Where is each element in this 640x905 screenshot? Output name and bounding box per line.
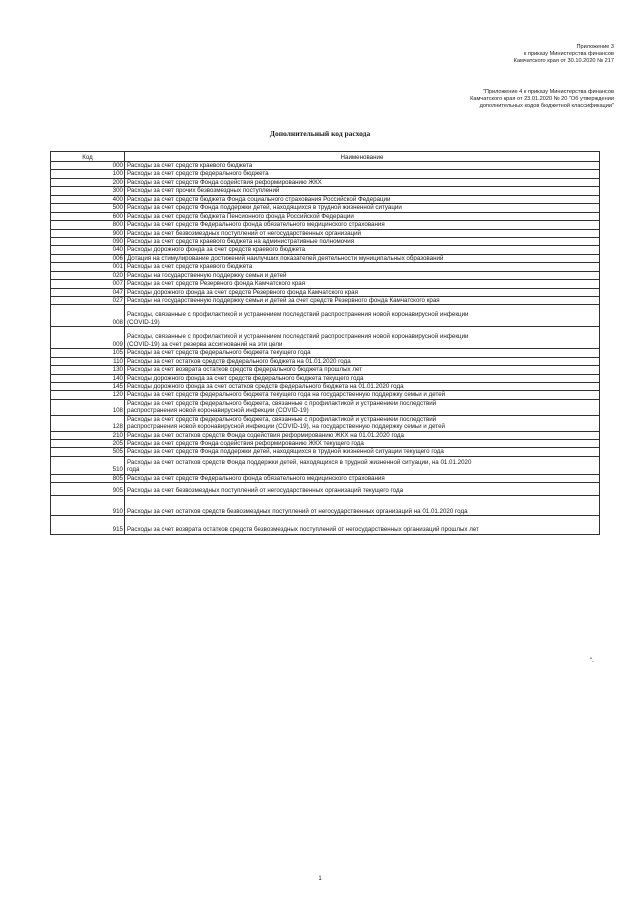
row-code: 210 [51,431,125,439]
table-row [51,297,600,305]
row-name-line: Расходы дорожного фонда за счет средств Резервного фонда Камчатского края [127,288,358,296]
row-name-line: (COVID-19) за счет резерва ассигнований на эти цели [127,340,283,348]
row-name [125,366,600,374]
row-name [125,187,600,195]
row-code: 020 [51,271,125,279]
row-name [125,440,600,448]
row-name-line: Расходы за счет возврата остатков средств безвозмездных поступлений от негосударственных организаций прошлых лет [127,526,479,534]
row-name-line: Расходы за счет средств краевого бюджета [127,263,253,271]
table-row [51,366,600,374]
table-row [51,221,600,229]
table-row [51,382,600,390]
table-row [51,483,600,495]
page-number: 1 [318,876,322,882]
row-name [125,456,600,474]
row-name-line: Расходы за счет средств федерального бюджета [127,170,269,178]
row-name-line: распространения новой коронавирусной инфекции (COVID-19) [127,407,309,415]
row-name [125,221,600,229]
table-row [51,495,600,515]
row-name [125,431,600,439]
row-name-line: Расходы дорожного фонда за счет средств федерального бюджета текущего года [127,374,364,382]
row-name-line: Расходы за счет безвозмездных поступлений от негосударственных организаций текущего года [127,487,404,495]
table-row [51,280,600,288]
row-code: 009 [51,327,125,349]
table-row [51,305,600,327]
row-name [125,483,600,495]
table-row [51,474,600,482]
row-name-line: Расходы за счет возврата остатков средств федерального бюджета прошлых лет [127,366,363,374]
row-name-line: Расходы на государственную поддержку семьи и детей за счет средств Резервного фонда Камчатского края [127,297,440,304]
row-name [125,178,600,186]
row-code: 510 [51,456,125,474]
row-code: 108 [51,399,125,415]
row-code: 300 [51,187,125,195]
row-name-line: Расходы за счет средств бюджета Фонда социального страхования Российской Федерации [127,195,391,203]
table-row [51,327,600,349]
row-name-line: Расходы за счет остатков средств безвозмездных поступлений от негосударственных организаций на 01.01.2020 года [127,507,468,515]
row-name [125,374,600,382]
table-row [51,195,600,203]
row-name-line: Расходы за счет средств краевого бюджета на административные полномочия [127,237,355,245]
table-row [51,254,600,262]
row-code: 145 [51,382,125,390]
row-name-line: Расходы за счет средств Резервного фонда Камчатского края [127,280,306,288]
row-name-line: Расходы за счет средств федерального бюджета текущего года на государственную поддержку семьи и детей [127,391,446,399]
row-code: 910 [51,495,125,515]
row-name-line: Расходы, связанные с профилактикой и устранением последствий распространения новой коронавирусной инфекции [127,311,469,319]
table-row [51,374,600,382]
row-name-line: Расходы за счет остатков средств федерального бюджета на 01.01.2020 года [127,357,351,365]
row-name [125,271,600,279]
row-name-line: распространения новой коронавирусной инфекции (COVID-19), на государственную поддержку семьи и детей [127,423,445,431]
row-code: 900 [51,229,125,237]
row-name-line: Расходы за счет средств федерального бюджета текущего года [127,349,311,357]
row-name [125,162,600,170]
table-row [51,399,600,415]
header-line: Камчатского края от 23.01.2020 № 20 "Об утверждении [470,95,614,102]
table-row [51,349,600,357]
row-name [125,254,600,262]
row-name-line: Расходы за счет средств Федерального фонда обязательного медицинского страхования [127,221,385,229]
row-name-line: Расходы, связанные с профилактикой и устранением последствий распространения новой коронавирусной инфекции [127,333,469,341]
table-row [51,288,600,296]
row-name [125,195,600,203]
row-name [125,415,600,431]
row-code: 505 [51,448,125,456]
table-row [51,263,600,271]
row-name-line: Дотация на стимулирование достижений наилучших показателей деятельности муниципальных образований [127,254,444,262]
header-line: Камчатского края от 30.10.2020 № 217 [513,57,614,64]
table-row [51,246,600,254]
row-code: 205 [51,440,125,448]
row-name [125,305,600,327]
row-name [125,212,600,220]
expense-codes-table [50,151,600,535]
closing-mark: ". [590,658,594,664]
row-name [125,474,600,482]
row-name-line: Расходы за счет средств краевого бюджета [127,162,253,169]
row-name-line: Расходы за счет средств федерального бюджета, связанные с профилактикой и устранением последствий [127,399,437,407]
row-name-line: Расходы за счет средств Фонда поддержки детей, находящихся в трудной жизненной ситуации [127,204,402,212]
header-line: Приложение 3 [576,44,614,50]
row-code: 130 [51,366,125,374]
row-code: 027 [51,297,125,305]
row-name [125,246,600,254]
table-row [51,415,600,431]
table-row [51,431,600,439]
row-code: 100 [51,170,125,178]
row-code: 400 [51,195,125,203]
row-name [125,391,600,399]
row-code: 001 [51,263,125,271]
row-code: 000 [51,162,125,170]
row-name-line: Расходы за счет средств Фонда содействия реформированию ЖКХ текущего года [127,440,364,447]
table-header-row [51,152,600,162]
row-code: 800 [51,221,125,229]
row-name-line: Расходы дорожного фонда за счет остатков средств федерального бюджета на 01.01.2020 года [127,382,404,390]
row-code: 105 [51,349,125,357]
row-name [125,263,600,271]
row-code: 110 [51,357,125,365]
row-name-line: года [127,466,140,474]
row-name [125,357,600,365]
row-name [125,288,600,296]
table-row [51,516,600,534]
row-code: 200 [51,178,125,186]
row-code: 006 [51,254,125,262]
table-row [51,271,600,279]
row-name [125,448,600,456]
row-name-line: Расходы за счет безвозмездных поступлений от негосударственных организаций [127,229,362,237]
row-name-line: (COVID-19) [127,318,160,326]
table-row [51,456,600,474]
row-name [125,516,600,534]
row-name-line: Расходы за счет средств федерального бюджета, связанные с профилактикой и устранением последствий [127,415,437,423]
row-name [125,349,600,357]
header-line: дополнительных кодов бюджетной классификации" [479,102,614,109]
row-code: 128 [51,415,125,431]
table-row [51,204,600,212]
row-name [125,297,600,305]
row-code: 007 [51,280,125,288]
table-row [51,448,600,456]
appendix-header [514,44,614,65]
row-name-line: Расходы за счет средств бюджета Пенсионного фонда Российской Федерации [127,212,354,220]
table-row [51,162,600,170]
row-code: 090 [51,237,125,245]
table-row [51,357,600,365]
row-code: 008 [51,305,125,327]
row-name [125,280,600,288]
table-row [51,212,600,220]
row-code: 047 [51,288,125,296]
column-header-name: Наименование [125,152,600,162]
table-row [51,237,600,245]
appendix-subheader [470,89,614,110]
row-code: 905 [51,483,125,495]
row-code: 040 [51,246,125,254]
table-row [51,170,600,178]
row-name-line: Расходы за счет средств Фонда поддержки детей, находящихся в трудной жизненной ситуации текущего года [127,448,444,456]
row-name [125,495,600,515]
row-name-line: Расходы за счет остатков средств Фонда поддержки детей, находящихся в трудной жизненной ситуации, на 01.01.2020 [127,458,472,466]
table-row [51,178,600,186]
row-code: 915 [51,516,125,534]
row-name [125,399,600,415]
table-row [51,391,600,399]
table-row [51,229,600,237]
document-title: Дополнительный код расхода [269,129,371,138]
row-name [125,327,600,349]
row-name-line: Расходы за счет прочих безвозмездных поступлений [127,187,280,195]
row-name-line: Расходы дорожного фонда за счет средств краевого бюджета [127,246,306,254]
row-code: 140 [51,374,125,382]
row-name [125,237,600,245]
row-code: 600 [51,212,125,220]
row-code: 805 [51,474,125,482]
row-name-line: Расходы на государственную поддержку семьи и детей [127,271,287,279]
row-code: 500 [51,204,125,212]
row-name-line: Расходы за счет остатков средств Фонда содействия реформированию ЖКХ на 01.01.2020 года [127,431,404,439]
column-header-code: Код [51,152,125,162]
row-name [125,170,600,178]
row-name [125,204,600,212]
row-name [125,229,600,237]
table-row [51,187,600,195]
row-name-line: Расходы за счет средств Федерального фонда обязательного медицинского страхования [127,474,385,482]
table-row [51,440,600,448]
row-code: 120 [51,391,125,399]
header-line: к приказу Министерства финансов [523,50,614,57]
row-name [125,382,600,390]
header-line: "Приложение 4 к приказу Министерства финансов [482,89,614,95]
row-name-line: Расходы за счет средств Фонда содействия реформированию ЖКХ [127,178,322,186]
